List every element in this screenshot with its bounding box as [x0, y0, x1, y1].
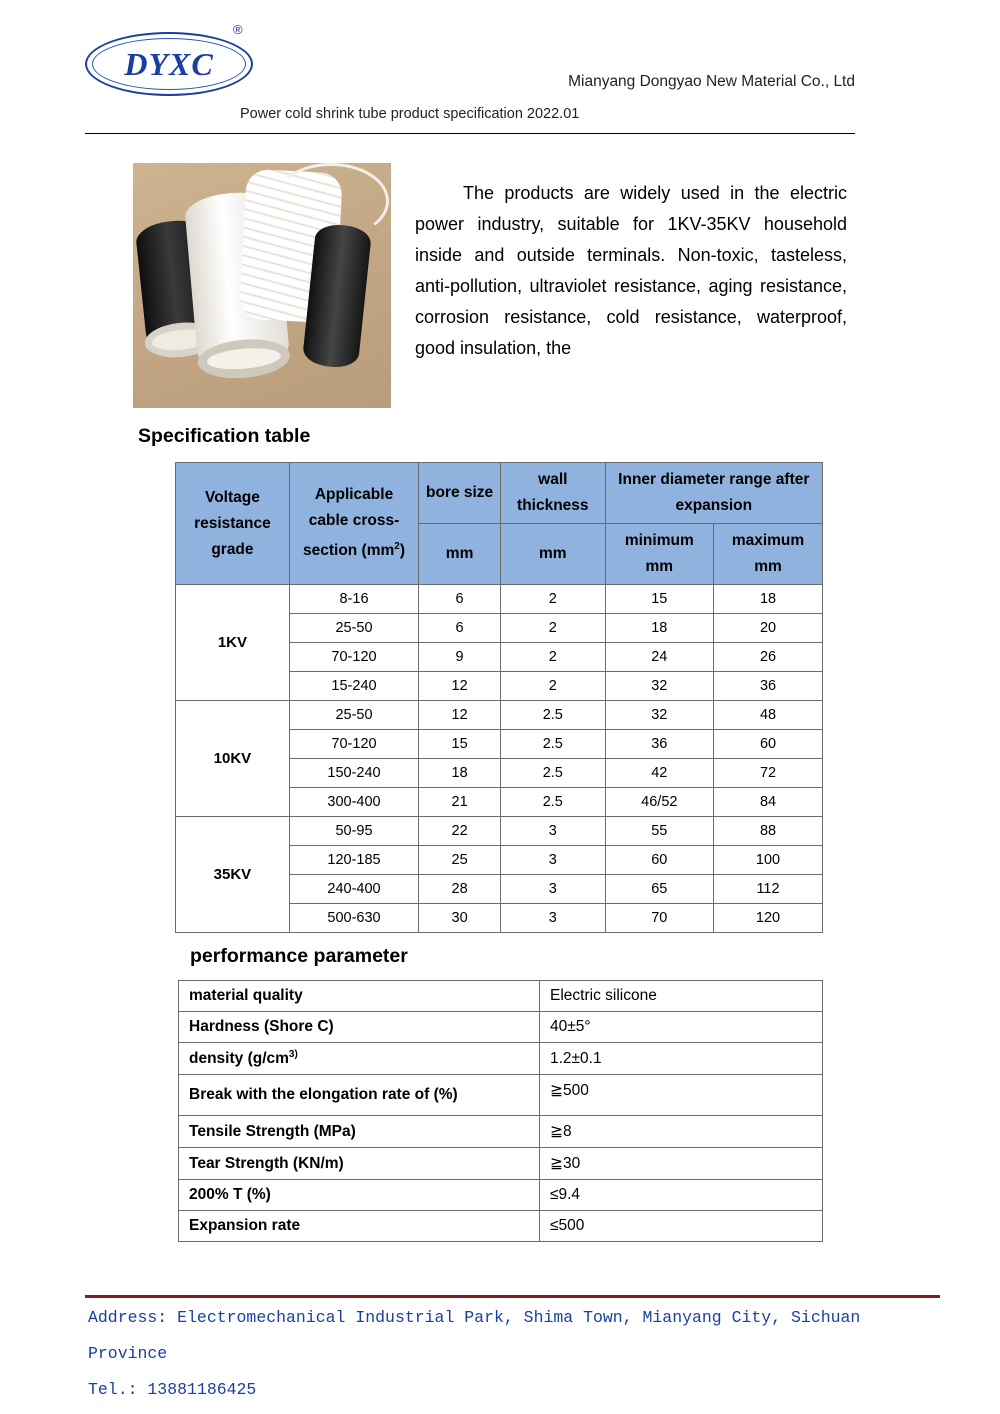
cell-param-name: Expansion rate — [179, 1211, 540, 1242]
cell-bore: 6 — [419, 585, 501, 614]
header-divider — [85, 133, 855, 134]
table-row — [179, 981, 823, 1012]
header-inner-diameter-range: Inner diameter range after expansion — [605, 463, 822, 524]
header-cable-cross-section — [289, 463, 418, 585]
table-row — [179, 1116, 823, 1148]
cell-max: 18 — [714, 585, 823, 614]
cell-bore: 18 — [419, 759, 501, 788]
performance-table-body — [179, 981, 823, 1242]
cell-cable: 25-50 — [289, 701, 418, 730]
header-wall-thickness: wall thickness — [501, 463, 606, 524]
cell-param-value: 40±5° — [540, 1012, 823, 1043]
cell-min: 24 — [605, 643, 713, 672]
cell-wall: 3 — [501, 817, 606, 846]
document-subtitle: Power cold shrink tube product specification 2022.01 — [240, 106, 580, 122]
header-cable-tail: ) — [399, 542, 406, 560]
cell-wall: 2 — [501, 643, 606, 672]
cell-param-value: ≧8 — [540, 1116, 823, 1148]
cell-max: 36 — [714, 672, 823, 701]
cell-param-name: 200% T (%) — [179, 1180, 540, 1211]
performance-parameter-title: performance parameter — [190, 945, 408, 967]
table-row — [179, 1180, 823, 1211]
company-logo — [85, 22, 255, 98]
footer-divider — [85, 1295, 940, 1298]
cell-bore: 12 — [419, 672, 501, 701]
cell-wall: 2 — [501, 614, 606, 643]
cell-cable: 50-95 — [289, 817, 418, 846]
cell-max: 72 — [714, 759, 823, 788]
cell-wall: 3 — [501, 846, 606, 875]
cell-grade-1kv: 1KV — [176, 585, 290, 701]
page-footer — [88, 1300, 948, 1408]
cell-param-name: Hardness (Shore C) — [179, 1012, 540, 1043]
cell-wall: 2.5 — [501, 788, 606, 817]
cell-param-value: ≧30 — [540, 1148, 823, 1180]
cell-max: 20 — [714, 614, 823, 643]
cell-bore: 25 — [419, 846, 501, 875]
table-header-row — [176, 463, 823, 524]
cell-max: 120 — [714, 904, 823, 933]
intro-paragraph-clip — [415, 178, 847, 418]
cell-cable: 8-16 — [289, 585, 418, 614]
cell-param-name: Tear Strength (KN/m) — [179, 1148, 540, 1180]
cell-param-value: ≤500 — [540, 1211, 823, 1242]
cell-param-name: material quality — [179, 981, 540, 1012]
cell-max: 84 — [714, 788, 823, 817]
cell-param-name — [179, 1043, 540, 1075]
cell-max: 48 — [714, 701, 823, 730]
table-row — [179, 1012, 823, 1043]
cell-cable: 25-50 — [289, 614, 418, 643]
cell-max: 60 — [714, 730, 823, 759]
table-row — [179, 1043, 823, 1075]
table-row — [176, 701, 823, 730]
cell-min: 46/52 — [605, 788, 713, 817]
header-wall-unit: mm — [501, 524, 606, 585]
cell-min: 18 — [605, 614, 713, 643]
cell-bore: 30 — [419, 904, 501, 933]
cell-min: 15 — [605, 585, 713, 614]
cell-min: 36 — [605, 730, 713, 759]
cell-min: 32 — [605, 701, 713, 730]
cell-min: 60 — [605, 846, 713, 875]
cell-min: 65 — [605, 875, 713, 904]
cell-cable: 70-120 — [289, 643, 418, 672]
cell-min: 42 — [605, 759, 713, 788]
logo-text: DYXC — [124, 46, 214, 82]
cell-param-value: Electric silicone — [540, 981, 823, 1012]
cell-bore: 22 — [419, 817, 501, 846]
specification-table-body — [176, 585, 823, 933]
table-row — [179, 1211, 823, 1242]
cell-max: 26 — [714, 643, 823, 672]
cell-cable: 300-400 — [289, 788, 418, 817]
cell-wall: 2.5 — [501, 730, 606, 759]
cell-param-name-superscript: 3) — [288, 1049, 298, 1060]
table-row — [179, 1075, 823, 1116]
product-photo — [133, 163, 391, 408]
cell-max: 88 — [714, 817, 823, 846]
cell-bore: 28 — [419, 875, 501, 904]
cell-max: 100 — [714, 846, 823, 875]
cell-wall: 2.5 — [501, 701, 606, 730]
cell-max: 112 — [714, 875, 823, 904]
cell-cable: 15-240 — [289, 672, 418, 701]
specification-table-title: Specification table — [138, 425, 311, 447]
page-header — [85, 18, 855, 128]
intro-paragraph: The products are widely used in the electric power industry, suitable for 1KV-35KV household inside and outside terminals. Non-toxic, tasteless, anti-pollution, ultraviolet resistance, aging resistance, corrosion resistance, cold resistance, waterproof, good insulation, the — [415, 183, 847, 358]
cell-bore: 21 — [419, 788, 501, 817]
footer-telephone: Tel.: 13881186425 — [88, 1380, 257, 1399]
cell-cable: 500-630 — [289, 904, 418, 933]
cell-wall: 3 — [501, 875, 606, 904]
cell-param-value: ≤9.4 — [540, 1180, 823, 1211]
table-row — [176, 817, 823, 846]
cell-wall: 2 — [501, 585, 606, 614]
registered-trademark-icon: ® — [233, 22, 243, 37]
cell-cable: 120-185 — [289, 846, 418, 875]
cell-bore: 12 — [419, 701, 501, 730]
company-name: Mianyang Dongyao New Material Co., Ltd — [568, 73, 855, 90]
footer-address: Address: Electromechanical Industrial Park, Shima Town, Mianyang City, Sichuan Province — [88, 1308, 861, 1363]
cell-bore: 6 — [419, 614, 501, 643]
header-voltage-grade: Voltage resistance grade — [176, 463, 290, 585]
cell-grade-10kv: 10KV — [176, 701, 290, 817]
cell-grade-35kv: 35KV — [176, 817, 290, 933]
cell-param-name-text: density (g/cm — [189, 1050, 289, 1068]
header-minimum-mm: minimum mm — [605, 524, 713, 585]
header-cable-superscript: 2 — [394, 541, 400, 553]
header-cable-text: Applicable cable cross-section (mm — [302, 486, 400, 560]
cell-param-name: Break with the elongation rate of (%) — [179, 1075, 540, 1116]
table-row — [179, 1148, 823, 1180]
header-bore-size: bore size — [419, 463, 501, 524]
table-row — [176, 585, 823, 614]
cell-param-name: Tensile Strength (MPa) — [179, 1116, 540, 1148]
cell-bore: 15 — [419, 730, 501, 759]
header-bore-unit: mm — [419, 524, 501, 585]
cell-wall: 3 — [501, 904, 606, 933]
cell-wall: 2.5 — [501, 759, 606, 788]
cell-param-value: ≧500 — [540, 1075, 823, 1116]
cell-min: 55 — [605, 817, 713, 846]
header-maximum-mm: maximum mm — [714, 524, 823, 585]
cell-param-value: 1.2±0.1 — [540, 1043, 823, 1075]
cell-cable: 150-240 — [289, 759, 418, 788]
specification-table — [175, 462, 823, 933]
cell-cable: 70-120 — [289, 730, 418, 759]
cell-cable: 240-400 — [289, 875, 418, 904]
cell-min: 32 — [605, 672, 713, 701]
cell-bore: 9 — [419, 643, 501, 672]
performance-parameter-table — [178, 980, 823, 1242]
cell-wall: 2 — [501, 672, 606, 701]
cell-min: 70 — [605, 904, 713, 933]
